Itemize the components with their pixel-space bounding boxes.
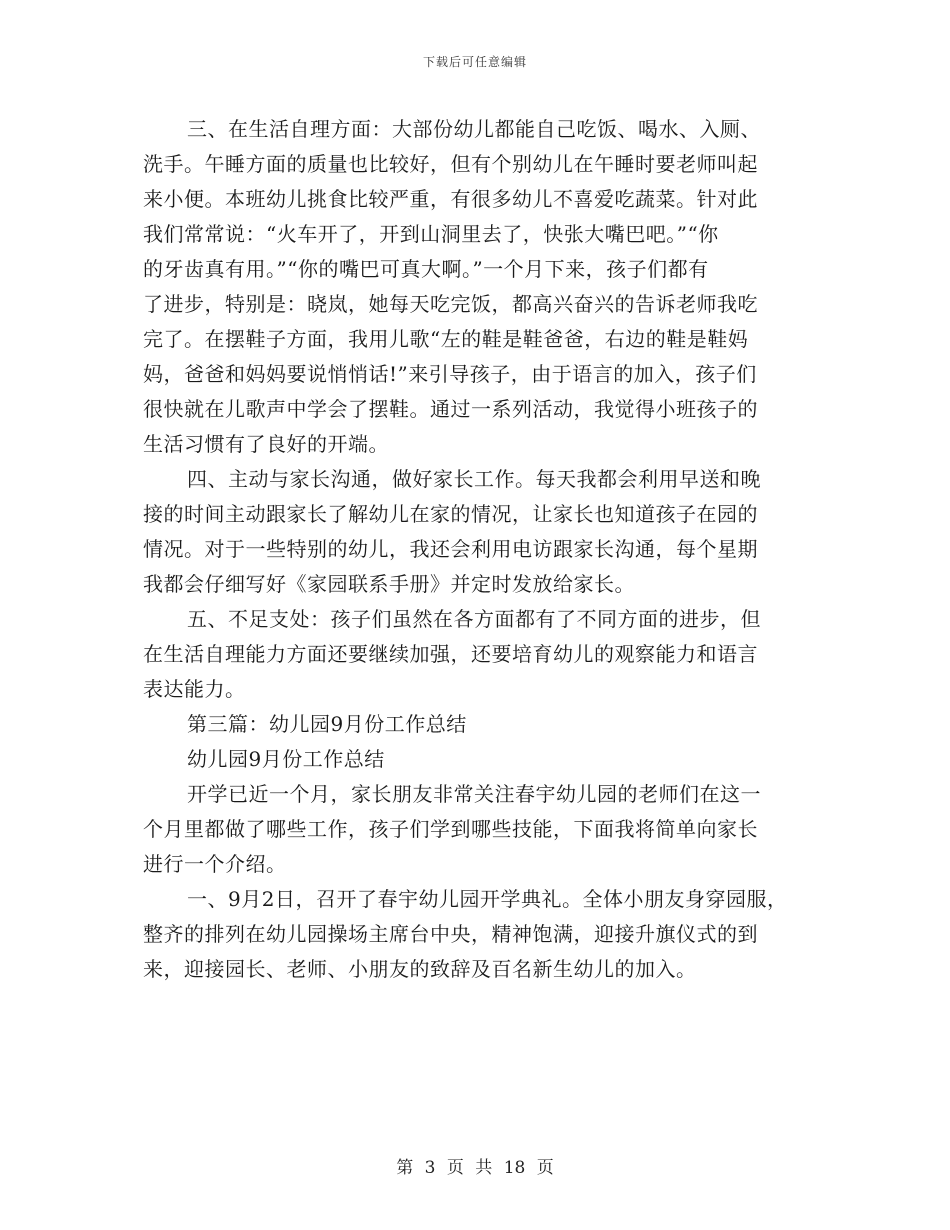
text-line: 三、在生活自理方面：大部份幼儿都能自己吃饭、喝水、入厕、	[187, 117, 761, 141]
text-line: 整齐的排列在幼儿园操场主席台中央，精神饱满，迎接升旗仪式的到	[143, 922, 758, 946]
text-line: 来，迎接园长、老师、小朋友的致辞及百名新生幼儿的加入。	[143, 957, 697, 981]
page-footer	[0, 1153, 950, 1178]
text-line: 在生活自理能力方面还要继续加强，还要培育幼儿的观察能力和语言	[143, 642, 758, 666]
total-pages-number: 18	[503, 1158, 526, 1178]
section-heading: 第三篇：幼儿园9月份工作总结	[187, 712, 467, 736]
text-line: 生活习惯有了良好的开端。	[143, 432, 389, 456]
text-line: 的牙齿真有用。”“你的嘴巴可真大啊。”一个月下来，孩子们都有	[143, 257, 709, 281]
text-line: 进行一个介绍。	[143, 852, 287, 876]
document-body	[143, 112, 819, 987]
text-line: 情况。对于一些特别的幼儿，我还会利用电访跟家长沟通，每个星期	[143, 537, 758, 561]
text-line: 接的时间主动跟家长了解幼儿在家的情况，让家长也知道孩子在园的	[143, 502, 758, 526]
text-line: 五、不足支处：孩子们虽然在各方面都有了不同方面的进步，但	[187, 607, 761, 631]
text-line: 四、主动与家长沟通，做好家长工作。每天我都会利用早送和晚	[187, 467, 761, 491]
footer-prefix: 第	[396, 1158, 414, 1178]
text-line: 开学已近一个月，家长朋友非常关注春宇幼儿园的老师们在这一	[187, 782, 761, 806]
text-line: 我都会仔细写好《家园联系手册》并定时发放给家长。	[143, 572, 635, 596]
text-line: 来小便。本班幼儿挑食比较严重，有很多幼儿不喜爱吃蔬菜。针对此	[143, 187, 758, 211]
article-title: 幼儿园9月份工作总结	[187, 747, 385, 771]
text-line: 一、9月2日，召开了春宇幼儿园开学典礼。全体小朋友身穿园服，	[187, 887, 788, 911]
text-line: 完了。在摆鞋子方面，我用儿歌“左的鞋是鞋爸爸，右边的鞋是鞋妈	[143, 327, 749, 351]
text-line: 妈，爸爸和妈妈要说悄悄话!”来引导孩子，由于语言的加入，孩子们	[143, 362, 757, 386]
text-line: 我们常常说：“火车开了，开到山洞里去了，快张大嘴巴吧。”“你	[143, 222, 719, 246]
text-line: 表达能力。	[143, 677, 246, 701]
footer-middle: 页 共	[446, 1158, 493, 1178]
current-page-number: 3	[424, 1158, 436, 1178]
footer-suffix: 页	[536, 1158, 554, 1178]
text-line: 个月里都做了哪些工作，孩子们学到哪些技能，下面我将简单向家长	[143, 817, 758, 841]
text-line: 洗手。午睡方面的质量也比较好，但有个别幼儿在午睡时要老师叫起	[143, 152, 758, 176]
header-note: 下载后可任意编辑	[422, 55, 527, 69]
text-line: 很快就在儿歌声中学会了摆鞋。通过一系列活动，我觉得小班孩子的	[143, 397, 758, 421]
text-line: 了进步，特别是：晓岚，她每天吃完饭，都高兴奋兴的告诉老师我吃	[143, 292, 758, 316]
